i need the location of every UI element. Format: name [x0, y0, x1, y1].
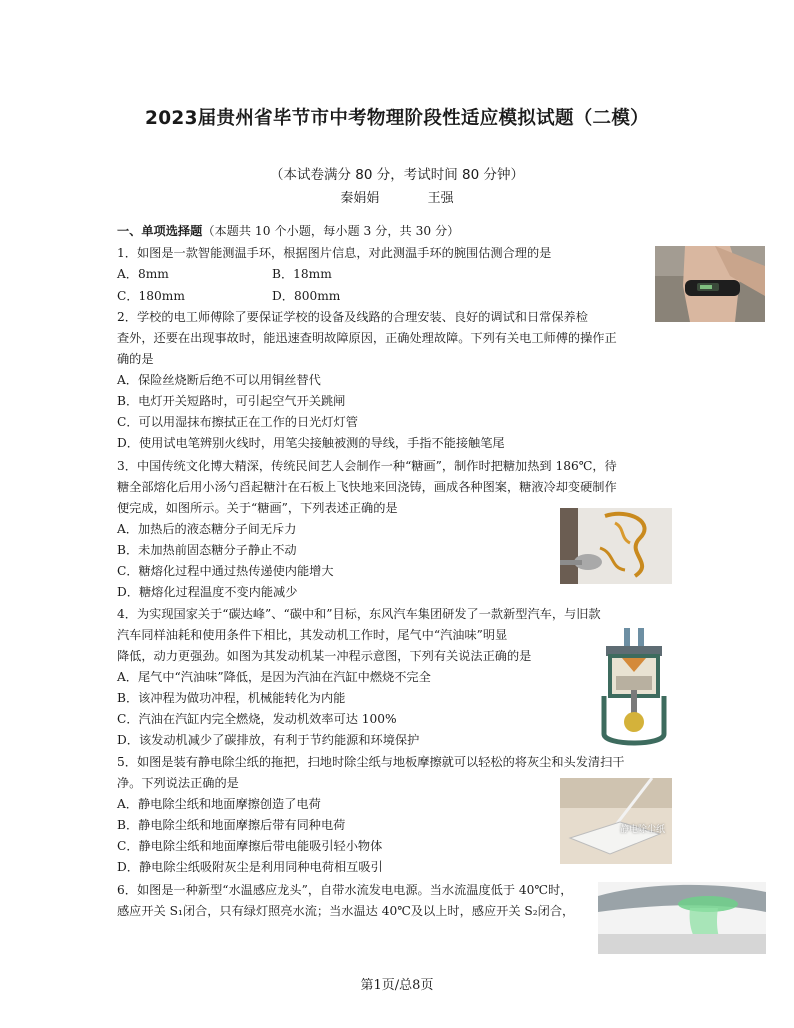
exam-subtitle: （本试卷满分 80 分，考试时间 80 分钟） [269, 167, 525, 183]
wristband-figure [655, 246, 765, 322]
question-stem: 降低，动力更强劲。如图为其发动机某一冲程示意图，下列有关说法正确的是 [117, 649, 532, 663]
dust-mop-figure [560, 778, 672, 864]
author-name: 秦娟娟 [340, 191, 380, 206]
question-stem: 便完成，如图所示。关于“糖画”，下列表述正确的是 [117, 501, 398, 515]
option-d: D．静电除尘纸吸附灰尘是利用同种电荷相互吸引 [117, 860, 383, 874]
question-stem: 糖全部熔化后用小汤勺舀起糖汁在石板上飞快地来回浇铸，画成各种图案，糖液冷却变硬制作 [117, 480, 617, 494]
option-c: C．汽油在汽缸内完全燃烧，发动机效率可达 100% [117, 712, 397, 726]
question-stem: 5．如图是装有静电除尘纸的拖把，扫地时除尘纸与地板摩擦就可以轻松的将灰尘和头发清扫干 [117, 755, 625, 769]
question-stem: 1．如图是一款智能测温手环，根据图片信息，对此测温手环的腕围估测合理的是 [117, 246, 552, 260]
figure-label: 静电除尘纸 [620, 825, 666, 835]
engine-stroke-figure [596, 626, 672, 748]
exam-title: 2023届贵州省毕节市中考物理阶段性适应模拟试题（二模） [145, 108, 649, 129]
option-c: C．静电除尘纸和地面摩擦后带电能吸引轻小物体 [117, 839, 383, 853]
sugar-painting-figure [560, 508, 672, 584]
question-stem: 净。下列说法正确的是 [117, 776, 239, 790]
option-b: B．未加热前固态糖分子静止不动 [117, 543, 297, 557]
question-stem: 3．中国传统文化博大精深，传统民间艺人会制作一种“糖画”，制作时把糖加热到 186℃，待 [117, 459, 617, 473]
option-d: D．800mm [272, 289, 341, 303]
section-title: 一、单项选择题 [117, 224, 203, 238]
option-d: D．该发动机减少了碳排放，有利于节约能源和环境保护 [117, 733, 420, 747]
option-c: C．180mm [117, 289, 185, 303]
page-footer: 第1页/总8页 [360, 978, 434, 993]
option-c: C．可以用湿抹布擦拭正在工作的日光灯灯管 [117, 415, 358, 429]
option-b: B．电灯开关短路时，可引起空气开关跳闸 [117, 394, 346, 408]
option-a: A．加热后的液态糖分子间无斥力 [117, 522, 297, 536]
section-heading [117, 221, 459, 241]
option-d: D．使用试电笔辨别火线时，用笔尖接触被测的导线，手指不能接触笔尾 [117, 436, 505, 450]
question-stem: 4．为实现国家关于“碳达峰”、“碳中和”目标，东风汽车集团研发了一款新型汽车，与旧款 [117, 607, 601, 621]
section-note: （本题共 10 个小题，每小题 3 分，共 30 分） [202, 224, 460, 238]
option-a: A．保险丝烧断后绝不可以用铜丝替代 [117, 373, 321, 387]
question-stem: 确的是 [117, 352, 154, 366]
question-stem: 2．学校的电工师傅除了要保证学校的设备及线路的合理安装、良好的调试和日常保养检 [117, 310, 588, 324]
question-stem: 查外，还要在出现事故时，能迅速查明故障原因，正确处理故障。下列有关电工师傅的操作正 [117, 331, 617, 345]
option-c: C．糖熔化过程中通过热传递使内能增大 [117, 564, 334, 578]
authors [0, 187, 794, 206]
faucet-figure [598, 882, 766, 954]
question-stem: 感应开关 S₁闭合，只有绿灯照亮水流；当水温达 40℃及以上时，感应开关 S₂闭合， [117, 904, 575, 918]
question-stem: 6．如图是一种新型“水温感应龙头”，自带水流发电电源。当水流温度低于 40℃时， [117, 883, 573, 897]
option-a: A．静电除尘纸和地面摩擦创造了电荷 [117, 797, 321, 811]
option-a: A．尾气中“汽油味”降低，是因为汽油在汽缸中燃烧不完全 [117, 670, 431, 684]
question-stem: 汽车同样油耗和使用条件下相比，其发动机工作时，尾气中“汽油味”明显 [117, 628, 508, 642]
author-name: 王强 [427, 191, 454, 206]
option-b: B．静电除尘纸和地面摩擦后带有同种电荷 [117, 818, 346, 832]
option-b: B．18mm [272, 267, 332, 281]
option-d: D．糖熔化过程温度不变内能减少 [117, 585, 298, 599]
option-a: A．8mm [117, 267, 169, 281]
option-b: B．该冲程为做功冲程，机械能转化为内能 [117, 691, 346, 705]
